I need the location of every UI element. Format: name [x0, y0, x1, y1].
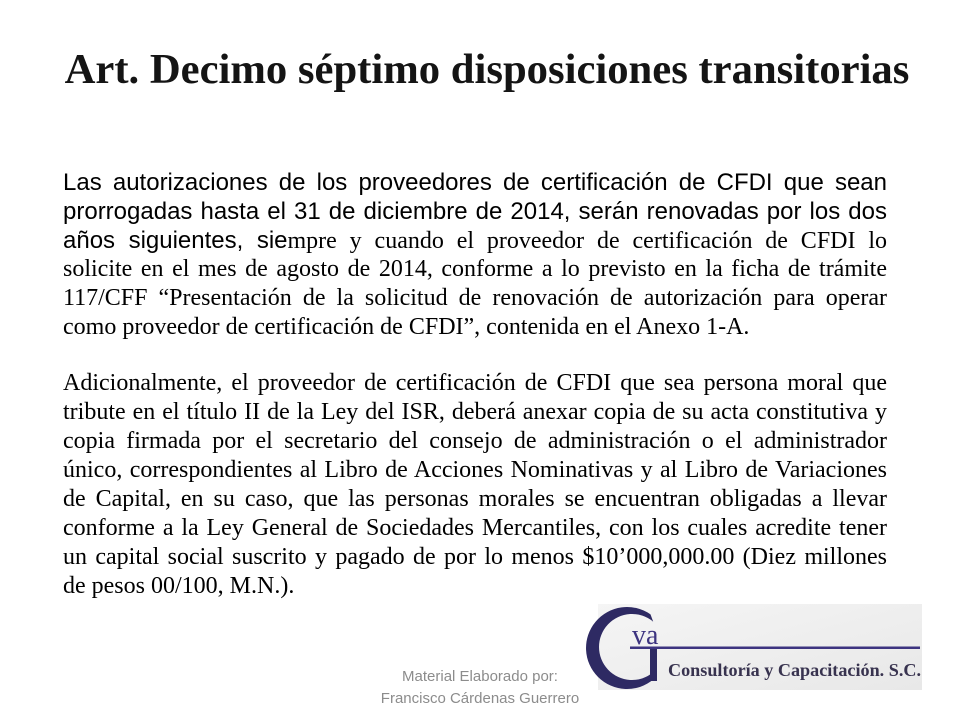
text-line — [63, 284, 887, 313]
text-run: Las autorizaciones de los proveedores de certificación de CFDI que sean — [63, 169, 887, 196]
text-run: como proveedor de certificación de CFDI”, contenida en el Anexo 1-A. — [63, 314, 750, 340]
paragraph-authorization-renewal — [63, 168, 887, 342]
text-line: Adicionalmente, el proveedor de certificación de CFDI que sea persona moral que — [63, 370, 887, 396]
paragraph-additional-requirements — [63, 369, 887, 601]
company-logo — [580, 600, 930, 695]
slide-title: Art. Decimo séptimo disposiciones transitorias — [64, 46, 910, 93]
text-line: un capital social suscrito y pagado de por lo menos $10’000,000.00 (Diez millones — [63, 544, 887, 570]
text-run: solicite en el mes de agosto de 2014, conforme a lo previsto en la ficha de trámite — [63, 256, 887, 282]
text-line: de Capital, en su caso, que las personas morales se encuentran obligadas a llevar — [63, 486, 887, 512]
text-line — [63, 197, 887, 226]
text-run: 117/CFF “Presentación de la solicitud de renovación de autorización para operar — [63, 285, 887, 311]
logo-company-name: Consultoría y Capacitación. S.C. — [668, 660, 921, 680]
text-line — [63, 313, 887, 342]
text-run: mpre y cuando el proveedor de certificación de CFDI lo — [287, 228, 888, 254]
text-run: años siguientes, sie — [63, 227, 288, 254]
text-line: copia firmada por el secretario del consejo de administración o el administrador — [63, 428, 887, 454]
logo-monogram-suffix: va — [632, 620, 659, 651]
text-line: tribute en el título II de la Ley del ISR, deberá anexar copia de su acta constitutiva y — [63, 399, 887, 425]
footer-credit-label: Material Elaborado por: — [402, 668, 558, 685]
text-line — [63, 255, 887, 284]
logo-divider-line — [630, 647, 920, 650]
logo-g-spur — [650, 648, 657, 681]
text-line — [63, 226, 887, 255]
text-line: conforme a la Ley General de Sociedades Mercantiles, con los cuales acredite tener — [63, 515, 887, 541]
footer-author-name: Francisco Cárdenas Guerrero — [380, 690, 580, 707]
text-run: prorrogadas hasta el 31 de diciembre de 2014, serán renovadas por los dos — [63, 198, 887, 225]
text-line: de pesos 00/100, M.N.). — [63, 573, 295, 599]
text-line — [63, 168, 887, 197]
text-line: único, correspondientes al Libro de Acciones Nominativas y al Libro de Variaciones — [63, 457, 887, 483]
